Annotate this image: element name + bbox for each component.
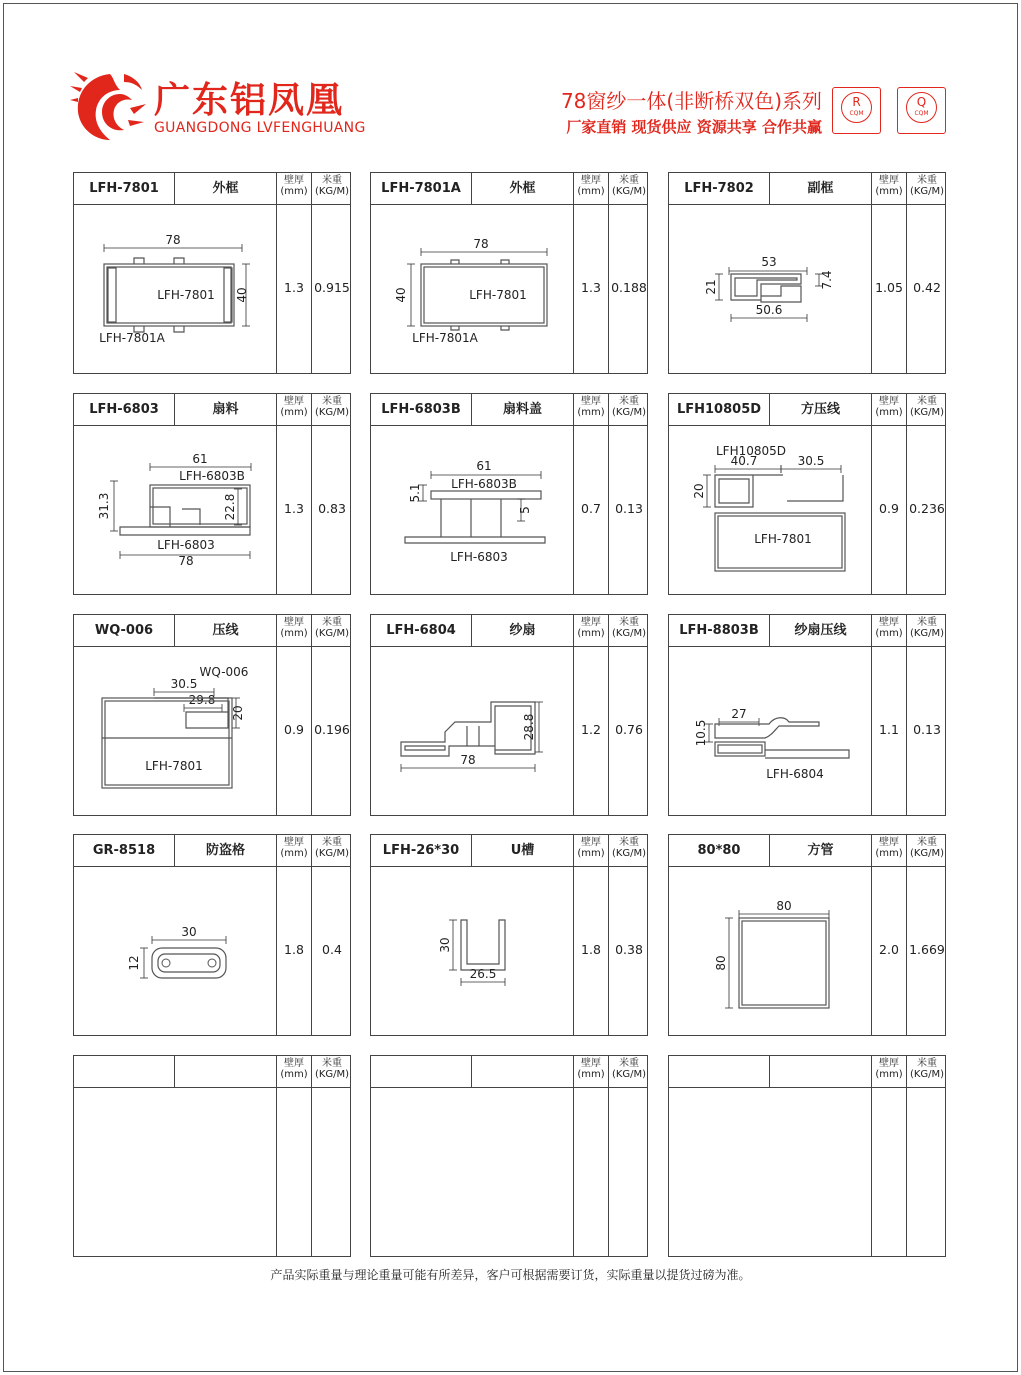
weight-column [906,173,947,373]
profile-cross-section-drawing [669,1087,871,1256]
dimension-label: 40.7 [730,454,758,468]
thickness-header: 壁厚 (mm) [875,175,903,197]
thickness-header: 壁厚 (mm) [875,1058,903,1080]
thickness-column [871,1056,906,1256]
profile-code: LFH-6803B [371,394,472,425]
brand-logo [70,68,366,144]
profile-cross-section-drawing [669,866,871,1035]
brand-name-en: GUANGDONG LVFENGHUANG [154,120,366,136]
thickness-value: 0.9 [879,501,899,516]
weight-value: 1.669 [909,942,945,957]
profile-name: 纱扇压线 [794,623,847,638]
thickness-value: 1.3 [581,280,601,295]
profile-name [175,1056,276,1087]
thickness-column [276,394,311,594]
thickness-column [573,1056,608,1256]
profile-card [370,614,648,816]
thickness-value: 2.0 [879,942,899,957]
profile-cross-section-drawing [371,866,573,1035]
profile-code: LFH-7802 [669,173,770,204]
profile-card [370,834,648,1036]
dimension-label: 78 [460,753,476,767]
weight-value: 0.38 [615,942,643,957]
cert-letter: Q [916,95,927,109]
profile-name: 纱扇 [509,623,536,638]
dimension-label: LFH10805D [715,444,787,458]
profile-code: LFH-8803B [669,615,770,646]
profile-code: GR-8518 [74,835,175,866]
profile-code [669,1056,770,1087]
weight-column [608,615,649,815]
cert-mark-r [832,87,881,134]
profile-code [371,1056,472,1087]
weight-column [608,173,649,373]
thickness-column [573,173,608,373]
profile-card [668,834,946,1036]
thickness-header: 壁厚 (mm) [577,837,605,859]
weight-value: 0.196 [314,722,350,737]
profile-cross-section-drawing [371,646,573,815]
weight-column [311,394,352,594]
profile-name: 方压线 [800,402,840,417]
thickness-column [871,615,906,815]
thickness-column [276,835,311,1035]
weight-column [906,1056,947,1256]
dimension-label: 12 [127,955,141,971]
dimension-label: LFH-7801 [157,288,215,302]
weight-column [608,835,649,1035]
cert-label: CQM [914,110,929,117]
thickness-value: 1.3 [284,501,304,516]
profile-card [668,172,946,374]
thickness-header: 壁厚 (mm) [577,617,605,639]
weight-value: 0.188 [611,280,647,295]
series-title: 78窗纱一体(非断桥双色)系列 [560,89,822,113]
dimension-label: 30.5 [797,454,825,468]
weight-column [608,394,649,594]
footnote: 产品实际重量与理论重量可能有所差异，客户可根据需要订货，实际重量以提货过磅为准。 [270,1268,751,1282]
thickness-value: 1.2 [581,722,601,737]
profile-cross-section-drawing [371,1087,573,1256]
dimension-label: 26.5 [469,967,497,981]
thickness-column [276,615,311,815]
weight-header: 米重 (KG/M) [314,396,350,418]
weight-header: 米重 (KG/M) [314,617,350,639]
profile-name: 防盗格 [205,843,245,858]
profile-card [73,834,351,1036]
profile-cross-section-drawing [371,204,573,373]
weight-value: 0.83 [318,501,346,516]
dimension-label: 78 [165,233,181,247]
weight-value: 0.236 [909,501,945,516]
profile-card [668,393,946,595]
weight-header: 米重 (KG/M) [909,617,945,639]
profile-card [668,1055,946,1257]
dimension-label: LFH-7801A [412,331,478,345]
thickness-value: 1.05 [875,280,903,295]
dimension-label: 21 [704,279,718,295]
dimension-label: 53 [761,255,777,269]
weight-header: 米重 (KG/M) [611,1058,647,1080]
dimension-label: 27 [731,707,747,721]
weight-header: 米重 (KG/M) [611,396,647,418]
weight-column [906,835,947,1035]
brand-name-cn: 广东铝凤凰 [154,80,345,121]
profile-card [73,614,351,816]
profile-name: 压线 [212,623,239,638]
weight-column [608,1056,649,1256]
dimension-label: 10.5 [694,719,708,747]
weight-value: 0.915 [314,280,350,295]
profile-code: LFH10805D [669,394,770,425]
dimension-label: 30 [438,937,452,953]
weight-column [906,394,947,594]
weight-column [311,615,352,815]
dimension-label: LFH-7801 [469,288,527,302]
profile-card [370,1055,648,1257]
thickness-value: 1.8 [581,942,601,957]
thickness-header: 壁厚 (mm) [280,1058,308,1080]
phoenix-logo-icon [70,68,148,144]
dimension-label: 5 [518,506,532,514]
thickness-value: 0.7 [581,501,601,516]
thickness-column [871,173,906,373]
weight-header: 米重 (KG/M) [909,396,945,418]
dimension-label: LFH-6803B [451,477,517,491]
profile-name: 外框 [509,181,536,196]
dimension-label: LFH-7801A [99,331,165,345]
profile-name: 扇料 [212,402,239,417]
weight-value: 0.13 [615,501,643,516]
dimension-label: 7.4 [820,270,834,290]
slogan: 厂家直销 现货供应 资源共享 合作共赢 [566,118,822,136]
dimension-label: LFH-6804 [766,767,824,781]
thickness-header: 壁厚 (mm) [577,396,605,418]
profile-name: U槽 [510,843,535,858]
thickness-column [573,835,608,1035]
profile-card [73,393,351,595]
thickness-column [871,835,906,1035]
profile-card [73,1055,351,1257]
thickness-value: 1.1 [879,722,899,737]
thickness-header: 壁厚 (mm) [875,617,903,639]
thickness-column [573,394,608,594]
profile-card [73,172,351,374]
thickness-header: 壁厚 (mm) [875,837,903,859]
thickness-header: 壁厚 (mm) [280,617,308,639]
weight-header: 米重 (KG/M) [909,1058,945,1080]
profile-code [74,1056,175,1087]
profile-card [668,614,946,816]
weight-header: 米重 (KG/M) [611,617,647,639]
dimension-label: 20 [692,483,706,499]
thickness-column [276,173,311,373]
thickness-header: 壁厚 (mm) [280,175,308,197]
weight-column [311,173,352,373]
weight-value: 0.42 [913,280,941,295]
profile-code: 80*80 [669,835,770,866]
dimension-label: 20 [231,705,245,721]
profile-name: 外框 [212,181,239,196]
profile-cross-section-drawing [74,425,276,594]
thickness-header: 壁厚 (mm) [577,175,605,197]
profile-code: LFH-7801A [371,173,472,204]
dimension-label: 29.8 [188,693,216,707]
profile-name: 方管 [807,843,834,858]
weight-value: 0.4 [322,942,342,957]
profile-cross-section-drawing [74,646,276,815]
thickness-header: 壁厚 (mm) [280,396,308,418]
weight-column [311,1056,352,1256]
weight-column [311,835,352,1035]
dimension-label: 80 [776,899,792,913]
weight-header: 米重 (KG/M) [909,837,945,859]
dimension-label: 50.6 [755,303,783,317]
profile-cross-section-drawing [74,204,276,373]
dimension-label: LFH-7801 [754,532,812,546]
thickness-column [573,615,608,815]
thickness-value: 1.8 [284,942,304,957]
weight-value: 0.76 [615,722,643,737]
dimension-label: 61 [192,452,208,466]
profile-cross-section-drawing [371,425,573,594]
weight-header: 米重 (KG/M) [909,175,945,197]
dimension-label: LFH-7801 [145,759,203,773]
profile-cross-section-drawing [669,646,871,815]
thickness-header: 壁厚 (mm) [577,1058,605,1080]
profile-cross-section-drawing [74,866,276,1035]
dimension-label: LFH-6803 [157,538,215,552]
cert-letter: R [852,95,861,109]
profile-cross-section-drawing [669,425,871,594]
dimension-label: 80 [714,955,728,971]
profile-name: 副框 [807,181,834,196]
weight-header: 米重 (KG/M) [314,175,350,197]
dimension-label: 28.8 [522,713,536,741]
thickness-header: 壁厚 (mm) [280,837,308,859]
dimension-label: LFH-6803 [450,550,508,564]
profile-name: 扇料盖 [502,402,542,417]
dimension-label: 78 [473,237,489,251]
profile-code: LFH-6803 [74,394,175,425]
thickness-header: 壁厚 (mm) [875,396,903,418]
profile-name [770,1056,871,1087]
profile-code: LFH-26*30 [371,835,472,866]
dimension-label: WQ-006 [199,665,249,679]
profile-cross-section-drawing [74,1087,276,1256]
thickness-column [871,394,906,594]
weight-column [906,615,947,815]
thickness-column [276,1056,311,1256]
weight-header: 米重 (KG/M) [611,175,647,197]
dimension-label: 40 [394,287,408,303]
thickness-value: 0.9 [284,722,304,737]
profile-code: LFH-6804 [371,615,472,646]
dimension-label: 30 [181,925,197,939]
profile-code: WQ-006 [74,615,175,646]
dimension-label: 22.8 [223,493,237,521]
dimension-label: 5.1 [408,483,422,503]
profile-code: LFH-7801 [74,173,175,204]
dimension-label: 31.3 [97,492,111,520]
profile-card [370,172,648,374]
dimension-label: 61 [476,459,492,473]
profile-card [370,393,648,595]
profile-cross-section-drawing [669,204,871,373]
profile-name [472,1056,573,1087]
thickness-value: 1.3 [284,280,304,295]
cert-mark-q [897,87,946,134]
dimension-label: 40 [235,287,249,303]
weight-header: 米重 (KG/M) [314,1058,350,1080]
weight-value: 0.13 [913,722,941,737]
dimension-label: 30.5 [170,677,198,691]
weight-header: 米重 (KG/M) [314,837,350,859]
dimension-label: LFH-6803B [179,469,245,483]
dimension-label: 78 [178,554,194,568]
weight-header: 米重 (KG/M) [611,837,647,859]
cert-label: CQM [849,110,864,117]
